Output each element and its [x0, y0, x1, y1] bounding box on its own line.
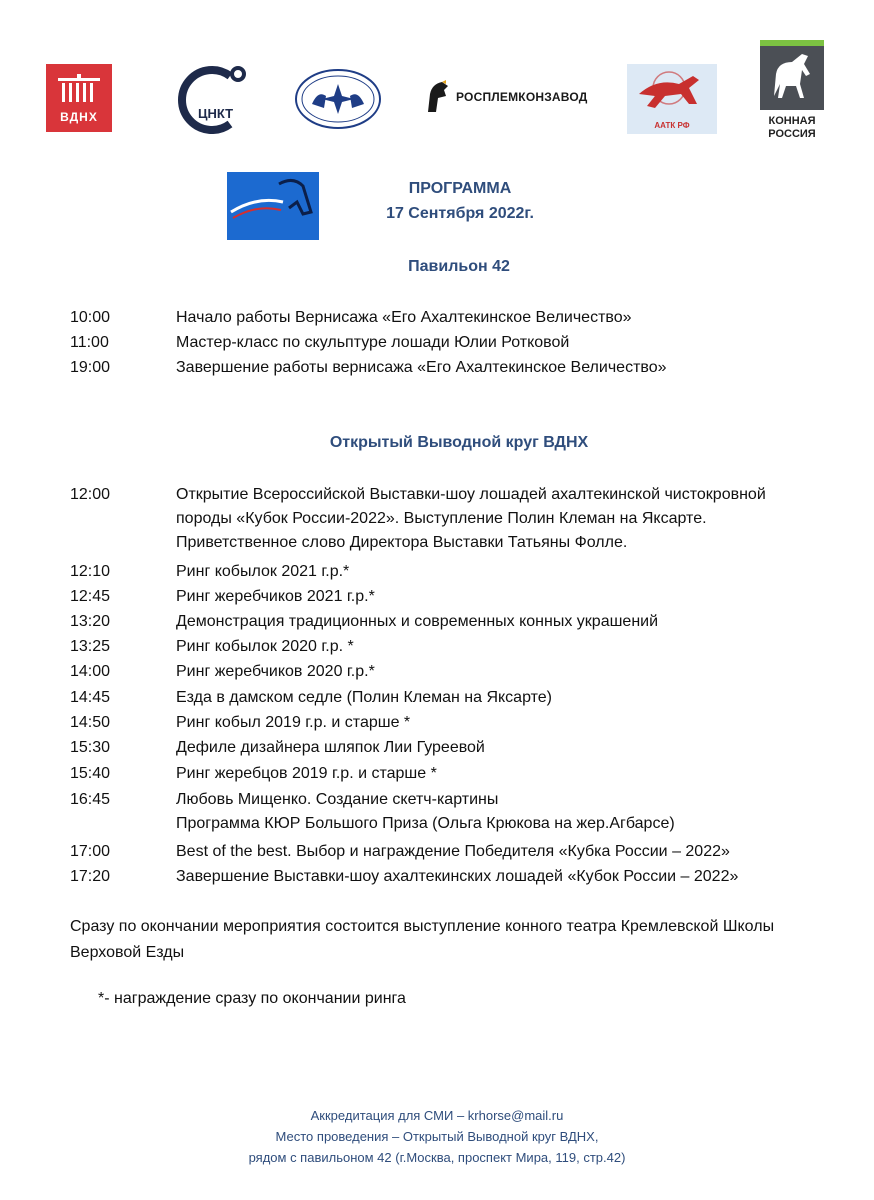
rosplemkonzavod-logo: [424, 80, 588, 114]
konnaya-rossiya-logo: [760, 40, 824, 148]
schedule-time: 14:00: [70, 663, 111, 680]
schedule-description: [176, 610, 836, 634]
schedule-time: 12:00: [70, 486, 111, 503]
schedule-line: Best of the best. Выбор и награждение Победителя «Кубка России – 2022»: [176, 843, 730, 860]
footnote: *- награждение сразу по окончании ринга: [98, 990, 406, 1007]
konnaya-rossiya-badge: [760, 40, 824, 110]
horse-head-outline-icon: [227, 172, 319, 240]
schedule-time: 19:00: [70, 359, 111, 376]
schedule-description: [176, 865, 836, 889]
schedule-line: Ринг жеребчиков 2020 г.р.*: [176, 663, 375, 680]
schedule-line: Любовь Мищенко. Создание скетч-картины: [176, 791, 499, 808]
section-heading-pavilion: Павильон 42: [408, 258, 510, 275]
schedule-time: 12:45: [70, 588, 111, 605]
schedule-description: [176, 711, 836, 735]
schedule-description: [176, 585, 836, 609]
schedule-line: Дефиле дизайнера шляпок Лии Гуреевой: [176, 739, 485, 756]
footer-address: рядом с павильоном 42 (г.Москва, проспект Мира, 119, стр.42): [248, 1150, 626, 1165]
aatk-logo-text: ААТК РФ: [654, 121, 690, 130]
schedule-description: [176, 840, 836, 864]
footer-accreditation: Аккредитация для СМИ – krhorse@mail.ru: [310, 1108, 564, 1123]
schedule-description: [176, 483, 836, 555]
schedule-time: 17:00: [70, 843, 111, 860]
schedule-line: Ринг кобыл 2019 г.р. и старше *: [176, 714, 411, 731]
schedule-line: Начало работы Вернисажа «Его Ахалтекинское Величество»: [176, 309, 632, 326]
schedule-time: 15:40: [70, 765, 111, 782]
schedule-description: [176, 788, 836, 836]
schedule-time: 12:10: [70, 563, 111, 580]
akhal-teke-horse-logo: [227, 172, 319, 240]
arch-columns-icon: [58, 74, 100, 104]
schedule-line: породы «Кубок России-2022». Выступление Полин Клеман на Яксарте.: [176, 510, 707, 527]
schedule-line: Ринг кобылок 2021 г.р.*: [176, 563, 350, 580]
schedule-line: Завершение работы вернисажа «Его Ахалтекинское Величество»: [176, 359, 667, 376]
schedule-description: [176, 331, 836, 355]
vdnh-logo: [46, 64, 112, 132]
schedule-line: Завершение Выставки-шоу ахалтекинских лошадей «Кубок России – 2022»: [176, 868, 739, 885]
schedule-line: Демонстрация традиционных и современных конных украшений: [176, 613, 659, 630]
cnkt-logo: [172, 62, 252, 134]
horse-silhouette-icon: [760, 40, 824, 110]
schedule-description: [176, 660, 836, 684]
schedule-line: Открытие Всероссийской Выставки-шоу лошадей ахалтекинской чистокровной: [176, 486, 766, 503]
schedule-time: 14:50: [70, 714, 111, 731]
schedule-description: [176, 560, 836, 584]
section-heading-circle: Открытый Выводной круг ВДНХ: [329, 434, 589, 451]
schedule-line: Ринг жеребцов 2019 г.р. и старше *: [176, 765, 437, 782]
schedule-description: [176, 356, 836, 380]
kremlin-emblem-icon: [294, 68, 382, 130]
vdnh-logo-text: ВДНХ: [60, 110, 98, 124]
program-date: 17 Сентября 2022г.: [386, 205, 534, 222]
konnaya-rossiya-text-2: РОССИЯ: [768, 128, 816, 140]
schedule-line: Программа КЮР Большого Приза (Ольга Крюкова на жер.Агбарсе): [176, 815, 675, 832]
schedule-line: Приветственное слово Директора Выставки Татьяны Фолле.: [176, 534, 628, 551]
aatk-logo: [627, 64, 717, 134]
schedule-description: [176, 306, 836, 330]
schedule-time: 10:00: [70, 309, 111, 326]
schedule-line: Езда в дамском седле (Полин Клеман на Яксарте): [176, 689, 552, 706]
konnaya-rossiya-text-1: КОННАЯ: [768, 115, 816, 127]
kremlin-riding-school-logo: [294, 68, 382, 130]
schedule-time: 11:00: [70, 334, 109, 351]
schedule-time: 13:25: [70, 638, 111, 655]
rosplemkonzavod-logo-text: РОСПЛЕМКОНЗАВОД: [456, 90, 588, 104]
schedule-description: [176, 635, 836, 659]
horse-head-icon: [424, 80, 452, 114]
cnkt-ring-icon: [172, 62, 252, 134]
schedule-description: [176, 686, 836, 710]
schedule-line: Ринг жеребчиков 2021 г.р.*: [176, 588, 375, 605]
running-horse-icon: [627, 64, 717, 120]
program-title: ПРОГРАММА: [408, 180, 512, 197]
schedule-time: 15:30: [70, 739, 111, 756]
schedule-description: [176, 736, 836, 760]
schedule-time: 14:45: [70, 689, 111, 706]
schedule-line: Мастер-класс по скульптуре лошади Юлии Ротковой: [176, 334, 570, 351]
schedule-time: 17:20: [70, 868, 111, 885]
cnkt-logo-text: ЦНКТ: [198, 106, 234, 121]
partner-logos: [0, 0, 874, 160]
closing-paragraph: Сразу по окончании мероприятия состоится выступление конного театра Кремлевской Школы Верховой Езды: [70, 918, 775, 961]
schedule-time: 16:45: [70, 791, 111, 808]
schedule-description: [176, 762, 836, 786]
schedule-time: 13:20: [70, 613, 111, 630]
footer-venue: Место проведения – Открытый Выводной круг ВДНХ,: [275, 1129, 599, 1144]
schedule-line: Ринг кобылок 2020 г.р. *: [176, 638, 354, 655]
